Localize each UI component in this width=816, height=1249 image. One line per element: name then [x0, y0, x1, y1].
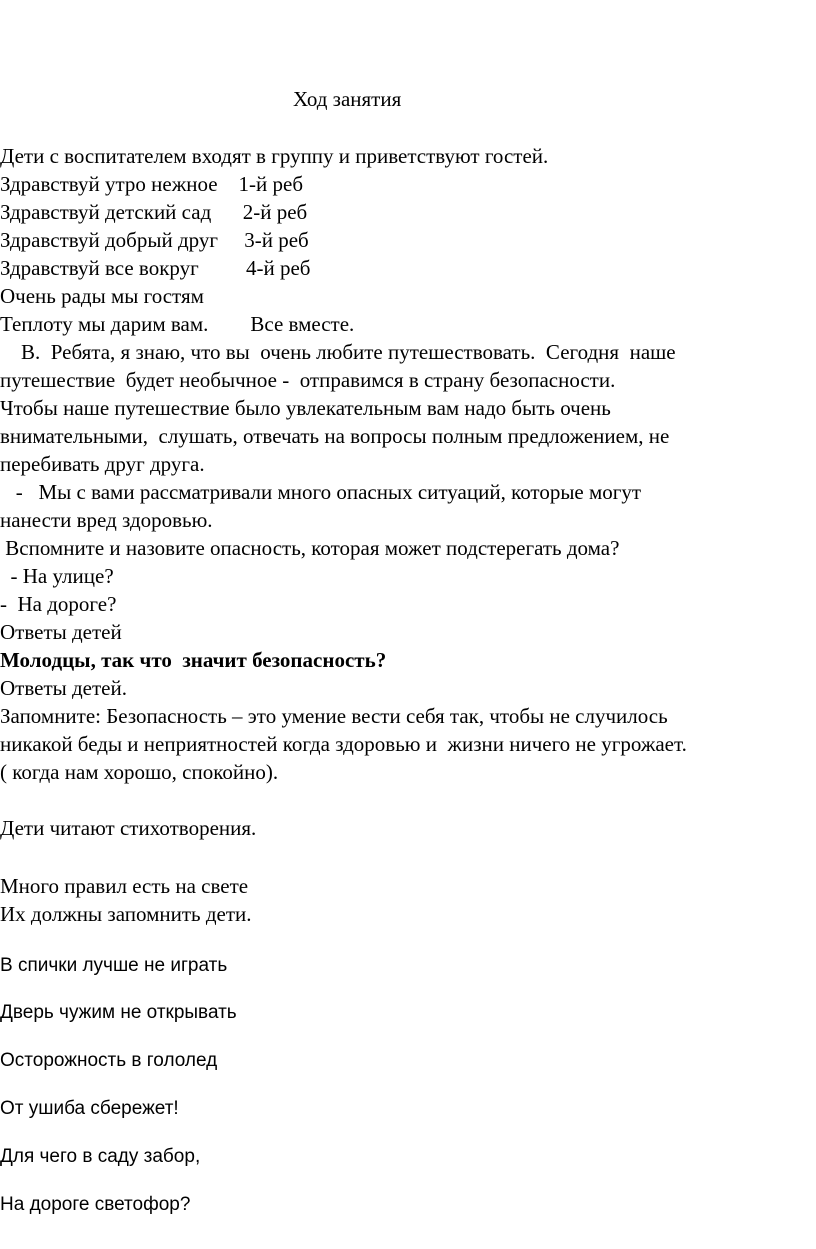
greeting-line: Теплоту мы дарим вам. Все вместе.	[0, 312, 355, 336]
poem-line: От ушиба сбережет!	[0, 1098, 179, 1119]
teacher-speech-line: путешествие будет необычное - отправимся в страну безопасности.	[0, 368, 616, 392]
teacher-speech-line: - На улице?	[0, 564, 114, 588]
teacher-speech-line: В. Ребята, я знаю, что вы очень любите путешествовать. Сегодня наше	[0, 340, 676, 364]
remember-line: ( когда нам хорошо, спокойно).	[0, 760, 279, 784]
greeting-line: Очень рады мы гостям	[0, 284, 204, 308]
teacher-speech-line: Вспомните и назовите опасность, которая может подстерегать дома?	[0, 536, 620, 560]
poem-line: Осторожность в гололед	[0, 1050, 218, 1071]
greeting-line: Здравствуй детский сад 2-й реб	[0, 200, 308, 224]
teacher-speech-line: Ответы детей	[0, 620, 122, 644]
remember-line: никакой беды и неприятностей когда здоровью и жизни ничего не угрожает.	[0, 732, 687, 756]
greeting-line: Здравствуй добрый друг 3-й реб	[0, 228, 309, 252]
teacher-speech-line: внимательными, слушать, отвечать на вопросы полным предложением, не	[0, 424, 670, 448]
teacher-speech-line: Чтобы наше путешествие было увлекательным вам надо быть очень	[0, 396, 611, 420]
poem-intro-line: Много правил есть на свете	[0, 874, 249, 898]
poem-intro-line: Их должны запомнить дети.	[0, 902, 252, 926]
kids-read-line: Дети читают стихотворения.	[0, 816, 257, 840]
document-title: Ход занятия	[293, 87, 402, 111]
greeting-line: Здравствуй все вокруг 4-й реб	[0, 256, 311, 280]
poem-line: Для чего в саду забор,	[0, 1146, 201, 1167]
greeting-line: Здравствуй утро нежное 1-й реб	[0, 172, 304, 196]
bold-question: Молодцы, так что значит безопасность?	[0, 648, 387, 672]
teacher-speech-line: перебивать друг друга.	[0, 452, 205, 476]
answers-label: Ответы детей.	[0, 676, 127, 700]
teacher-speech-line: нанести вред здоровью.	[0, 508, 213, 532]
poem-line: Дверь чужим не открывать	[0, 1002, 237, 1023]
poem-line: На дороге светофор?	[0, 1194, 191, 1215]
intro-line: Дети с воспитателем входят в группу и приветствуют гостей.	[0, 144, 549, 168]
poem-line: В спички лучше не играть	[0, 955, 228, 976]
teacher-speech-line: - На дороге?	[0, 592, 117, 616]
remember-line: Запомните: Безопасность – это умение вести себя так, чтобы не случилось	[0, 704, 668, 728]
teacher-speech-line: - Мы с вами рассматривали много опасных ситуаций, которые могут	[0, 480, 642, 504]
